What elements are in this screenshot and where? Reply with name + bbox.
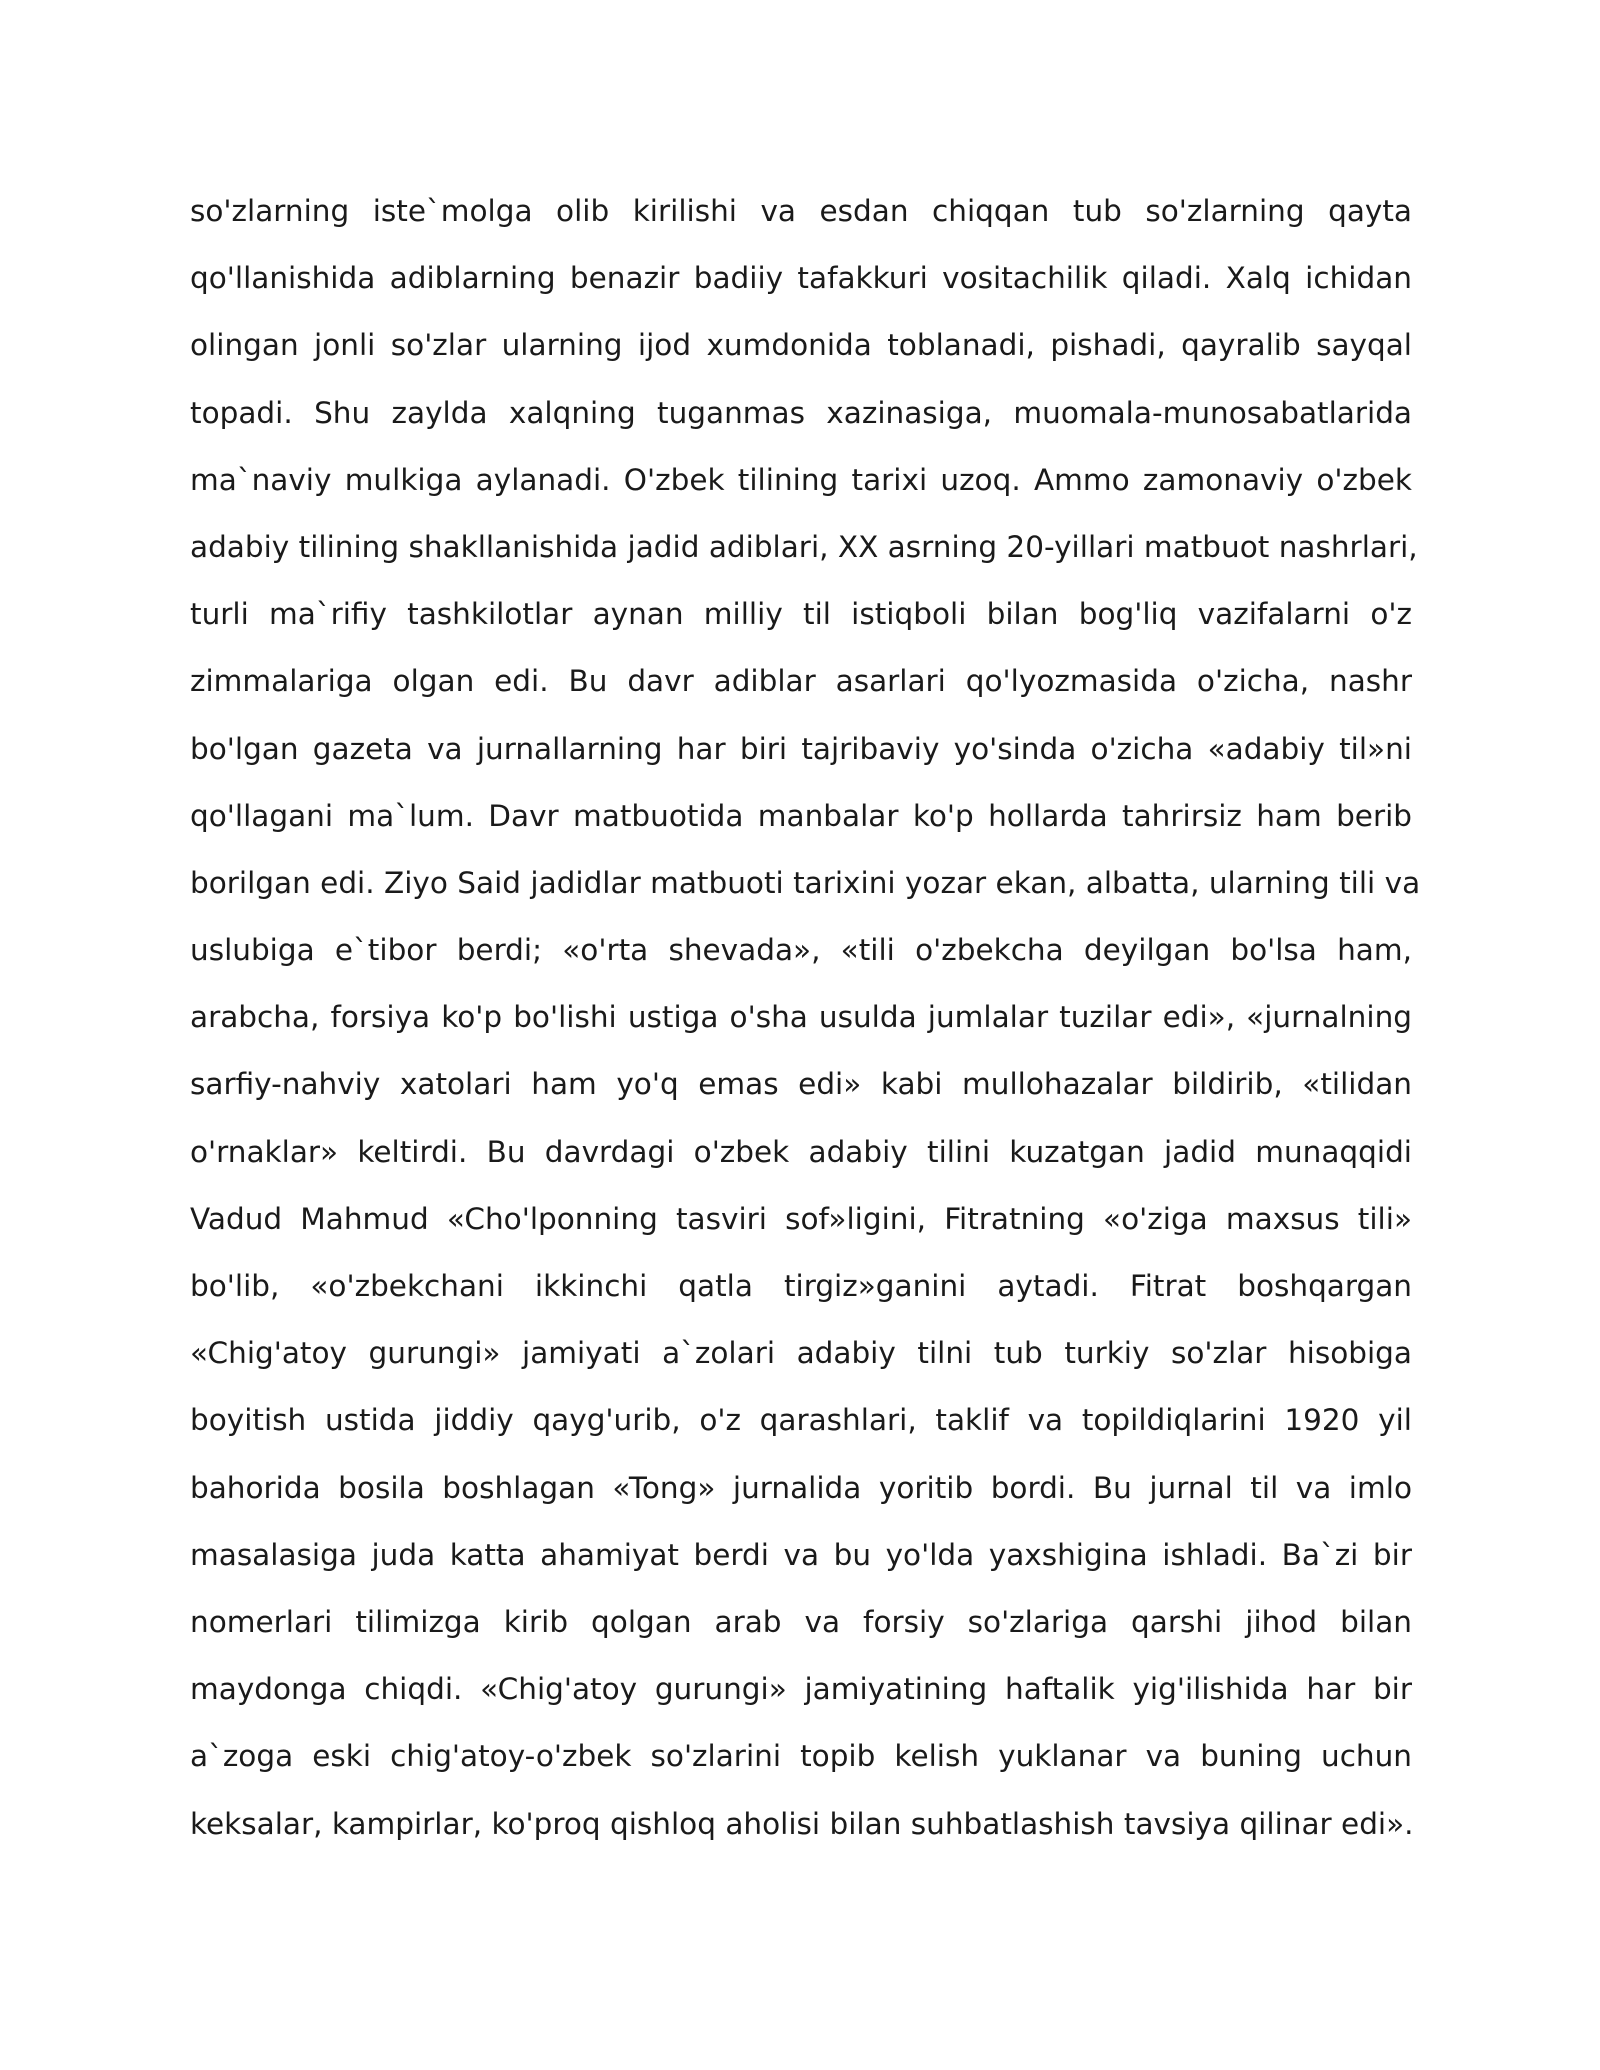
text-line: ma`naviy mulkiga aylanadi. O'zbek tilining tarixi uzoq. Ammo zamonaviy o'zbek [190,462,1412,497]
body-paragraph [190,184,1421,1864]
text-line: bo'lib, «o'zbekchani ikkinchi qatla tirgiz»ganini aytadi. Fitrat boshqargan [190,1269,1412,1303]
text-line: olingan jonli so'zlar ularning ijod xumdonida toblanadi, pishadi, qayralib sayqal [190,328,1412,363]
text-line: bo'lgan gazeta va jurnallarning har biri tajribaviy yo'sinda o'zicha «adabiy til»ni [190,731,1412,766]
text-line: turli ma`rifiy tashkilotlar aynan milliy til istiqboli bilan bog'liq vazifalarni o'z [190,597,1412,632]
text-line: uslubiga e`tibor berdi; «o'rta shevada», «tili o'zbekcha deyilgan bo'lsa ham, [190,933,1412,968]
text-line: boyitish ustida jiddiy qayg'urib, o'z qarashlari, taklif va topildiqlarini 1920 yil [190,1403,1412,1438]
text-line: qo'llanishida adiblarning benazir badiiy tafakkuri vositachilik qiladi. Xalq ichidan [190,261,1412,296]
text-line: sarfiy-nahviy xatolari ham yo'q emas edi» kabi mullohazalar bildirib, «tilidan [190,1067,1412,1102]
text-line: masalasiga juda katta ahamiyat berdi va bu yo'lda yaxshigina ishladi. Ba`zi bir [190,1537,1412,1572]
text-line: nomerlari tilimizga kirib qolgan arab va forsiy so'zlariga qarshi jihod bilan [190,1604,1412,1639]
text-line: keksalar, kampirlar, ko'proq qishloq aholisi bilan suhbatlashish tavsiya qilinar edi». [190,1806,1414,1841]
text-line: adabiy tilining shakllanishida jadid adiblari, XX asrning 20-yillari matbuot nashrlari, [190,529,1418,564]
text-line: zimmalariga olgan edi. Bu davr adiblar asarlari qo'lyozmasida o'zicha, nashr [190,664,1412,699]
text-line: maydonga chiqdi. «Chig'atoy gurungi» jamiyatining haftalik yig'ilishida har bir [190,1672,1412,1707]
text-line: borilgan edi. Ziyo Said jadidlar matbuoti tarixini yozar ekan, albatta, ularning tili va [190,865,1421,900]
text-line: «Chig'atoy gurungi» jamiyati a`zolari adabiy tilni tub turkiy so'zlar hisobiga [190,1336,1412,1371]
text-line: qo'llagani ma`lum. Davr matbuotida manbalar ko'p hollarda tahrirsiz ham berib [190,798,1412,833]
text-line: bahorida bosila boshlagan «Tong» jurnalida yoritib bordi. Bu jurnal til va imlo [190,1470,1412,1505]
text-line: o'rnaklar» keltirdi. Bu davrdagi o'zbek adabiy tilini kuzatgan jadid munaqqidi [190,1134,1412,1169]
text-line: a`zoga eski chig'atoy-o'zbek so'zlarini topib kelish yuklanar va buning uchun [190,1739,1412,1774]
text-line: topadi. Shu zaylda xalqning tuganmas xazinasiga, muomala-munosabatlarida [190,395,1412,430]
text-line: arabcha, forsiya ko'p bo'lishi ustiga o'sha usulda jumlalar tuzilar edi», «jurnalning [190,1000,1412,1035]
text-line: so'zlarning iste`molga olib kirilishi va esdan chiqqan tub so'zlarning qayta [190,194,1412,228]
text-line: Vadud Mahmud «Cho'lponning tasviri sof»ligini, Fitratning «o'ziga maxsus tili» [190,1201,1412,1236]
